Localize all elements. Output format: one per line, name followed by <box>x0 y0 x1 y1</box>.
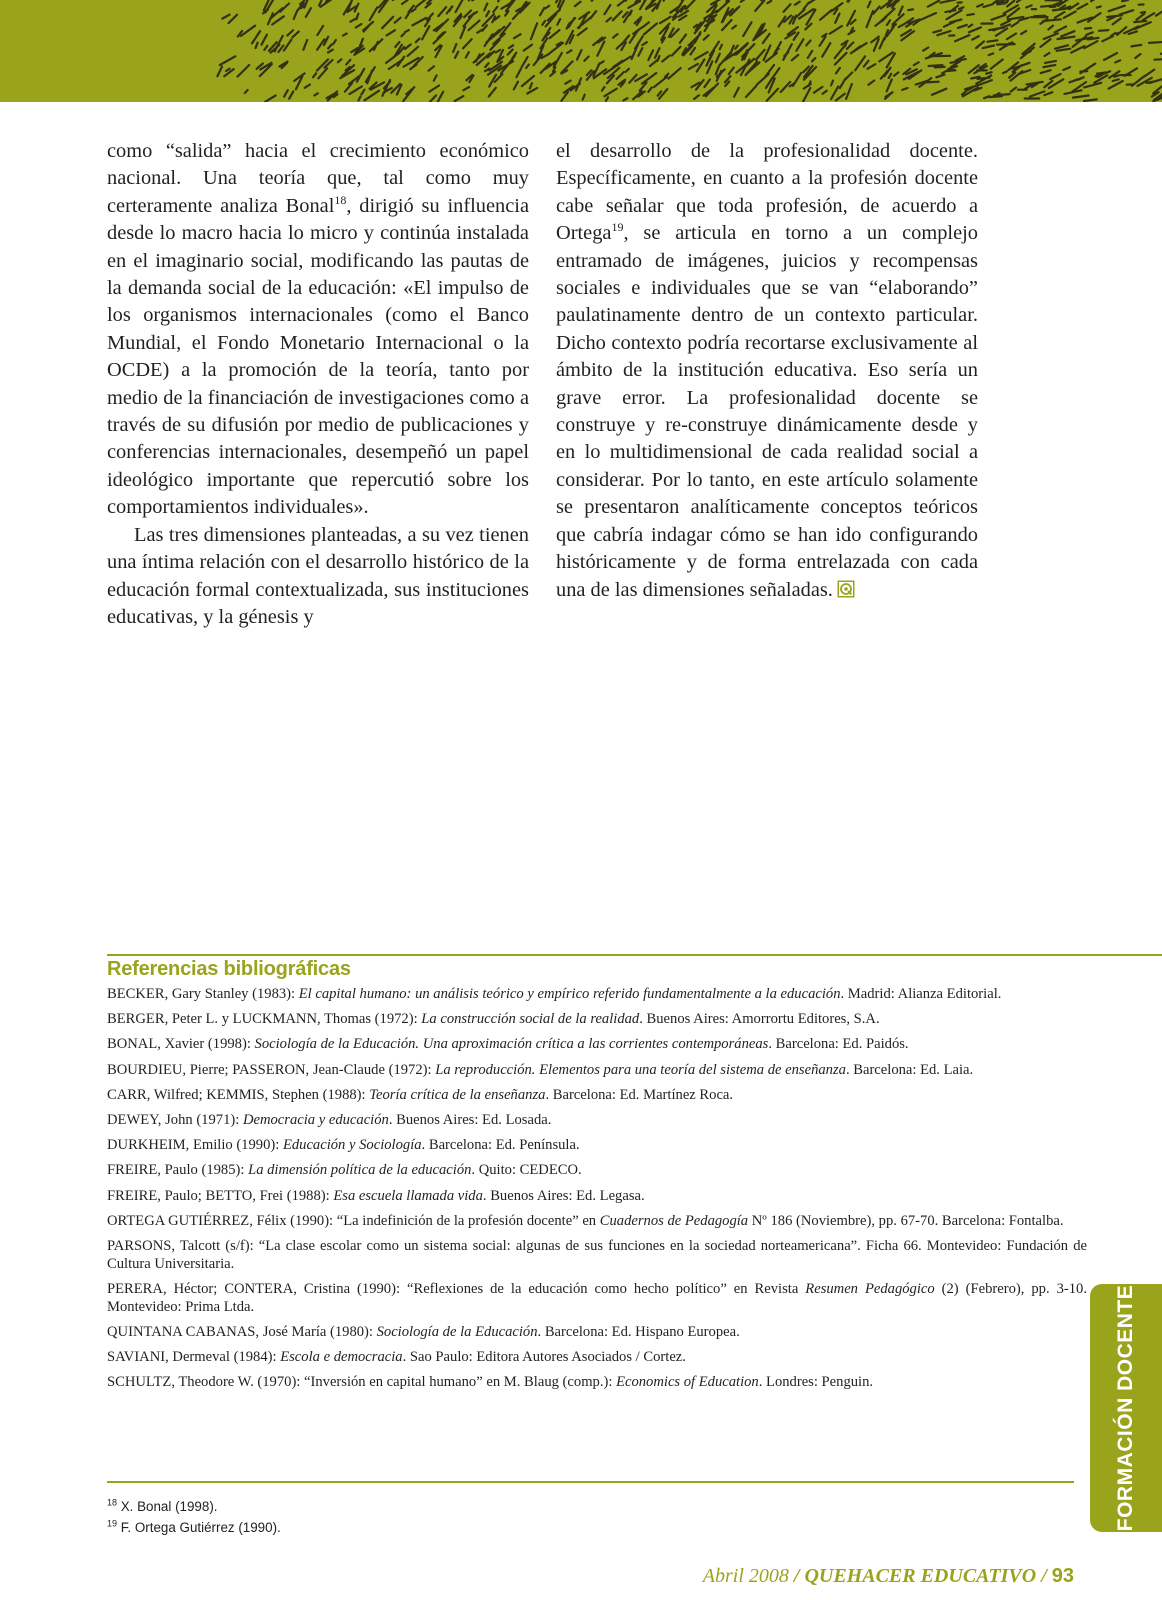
reference-title: La dimensión política de la educación <box>248 1162 472 1179</box>
paragraph-2: Las tres dimensiones planteadas, a su vez tienen una íntima relación con el desarrollo histórico de la educación formal contextualizada, sus instituciones educativas, y la génesis y <box>107 523 529 628</box>
reference-title: Escola e democracia <box>280 1349 403 1366</box>
header-texture-decoration <box>0 0 1162 102</box>
reference-item: BONAL, Xavier (1998): Sociología de la Educación. Una aproximación crítica a las corrientes contemporáneas. Barcelona: Ed. Paidós. <box>107 1036 909 1053</box>
footnote-18: $^{18}$ X. Bonal (1998). <box>107 1497 218 1514</box>
paragraph-3: el desarrollo de la profesionalidad docente. Específicamente, en cuanto a la profesión docente cabe señalar que toda profesión, de acuerdo a Ortega$^{19}$, se articula en torno a un complejo entramado de imágenes, juicios y recompensas sociales e individuales que se van “elaborando” paulatinamente dentro de un contexto particular. Dicho contexto podría recortarse exclusivamente al ámbito de la institución educativa. Eso sería un grave error. La profesionalidad docente se construye y re-construye dinámicamente desde y en lo multidimensional de cada realidad social a considerar. Por lo tanto, en este artículo solamente se presentaron analíticamente conceptos teóricos que cabría indagar cómo se han ido configurando históricamente y de forma entrelazada con cada una de las dimensiones señaladas. <box>556 140 978 601</box>
reference-item: SAVIANI, Dermeval (1984): Escola e democracia. Sao Paulo: Editora Autores Asociados / Cortez. <box>107 1349 686 1366</box>
reference-title: Educación y Sociología <box>282 1137 422 1154</box>
reference-item: ORTEGA GUTIÉRREZ, Félix (1990): “La indefinición de la profesión docente” en Cuadernos de Pedagogía Nº 186 (Noviembre), pp. 67-70. Barcelona: Fontalba. <box>107 1212 1064 1229</box>
body-column-right <box>556 138 978 604</box>
header-banner <box>0 0 1162 102</box>
page-folio <box>703 1565 1074 1588</box>
reference-title: Esa escuela llamada vida <box>333 1187 483 1204</box>
reference-item: FREIRE, Paulo (1985): La dimensión política de la educación. Quito: CEDECO. <box>107 1162 582 1179</box>
reference-title: Sociología de la Educación. Una aproximación crítica a las corrientes contemporáneas <box>254 1036 769 1053</box>
reference-title: El capital humano: un análisis teórico y empírico referido fundamentalmente a la educación <box>298 986 841 1002</box>
page-number: 93 <box>1051 1565 1074 1587</box>
references-list <box>107 986 1087 1399</box>
reference-title: Democracia y educación <box>242 1111 389 1128</box>
body-column-left <box>107 138 529 631</box>
footnote-19: $^{19}$ F. Ortega Gutiérrez (1990). <box>107 1518 281 1535</box>
reference-title: Resumen Pedagógico <box>805 1280 935 1297</box>
reference-item: FREIRE, Paulo; BETTO, Frei (1988): Esa escuela llamada vida. Buenos Aires: Ed. Legasa. <box>107 1187 645 1204</box>
folio-sep-2: / <box>1036 1565 1052 1587</box>
footnote-ref-19[interactable]: 19 <box>611 220 624 235</box>
reference-item: BOURDIEU, Pierre; PASSERON, Jean-Claude (1972): La reproducción. Elementos para una teoría del sistema de enseñanza. Barcelona: Ed. Laia. <box>107 1061 974 1078</box>
footnotes <box>107 1496 281 1538</box>
references-heading: Referencias bibliográficas <box>107 958 351 980</box>
footnote-ref-18[interactable]: 18 <box>334 193 347 208</box>
reference-item: PERERA, Héctor; CONTERA, Cristina (1990): “Reflexiones de la educación como hecho político” en Revista Resumen Pedagógico (2) (Febrero), pp. 3-10. Montevideo: Prima Ltda. <box>107 1280 1087 1315</box>
reference-item: CARR, Wilfred; KEMMIS, Stephen (1988): Teoría crítica de la enseñanza. Barcelona: Ed. Martínez Roca. <box>107 1086 734 1103</box>
reference-title: La reproducción. Elementos para una teoría del sistema de enseñanza <box>435 1061 846 1078</box>
end-of-article-icon <box>837 580 855 598</box>
reference-item: BECKER, Gary Stanley (1983): El capital humano: un análisis teórico y empírico referido fundamentalmente a la educación. Madrid: Alianza Editorial. <box>107 986 1002 1002</box>
header-texture-strokes <box>217 0 1162 102</box>
reference-title: Sociología de la Educación <box>376 1323 538 1340</box>
reference-item: DEWEY, John (1971): Democracia y educación. Buenos Aires: Ed. Losada. <box>107 1111 552 1128</box>
folio-sep-1: / <box>788 1565 805 1587</box>
reference-item: BERGER, Peter L. y LUCKMANN, Thomas (1972): La construcción social de la realidad. Buenos Aires: Amorrortu Editores, S.A. <box>107 1011 880 1028</box>
reference-item: SCHULTZ, Theodore W. (1970): “Inversión en capital humano” en M. Blaug (comp.): Economics of Education. Londres: Penguin. <box>107 1374 874 1391</box>
references-rule <box>107 954 1162 956</box>
footnotes-rule <box>107 1481 1074 1483</box>
paragraph-1: como “salida” hacia el crecimiento económico nacional. Una teoría que, tal como muy certeramente analiza Bonal$^{18}$, dirigió su influencia desde lo macro hacia lo micro y continúa instalada en el imaginario social, modificando las pautas de la demanda social de la educación: «El impulso de los organismos internacionales (como el Banco Mundial, el Fondo Monetario Internacional o la OCDE) a la promoción de la teoría, tanto por medio de la financiación de investigaciones como a través de su difusión por medio de publicaciones y conferencias internacionales, desempeñó un papel ideológico importante que repercutió sobre los comportamientos individuales». <box>107 140 529 519</box>
reference-title: La construcción social de la realidad <box>421 1011 640 1028</box>
reference-title: Teoría crítica de la enseñanza <box>369 1086 546 1103</box>
reference-title: Cuadernos de Pedagogía <box>599 1212 749 1229</box>
folio-publication: QUEHACER EDUCATIVO <box>804 1565 1037 1587</box>
reference-item: QUINTANA CABANAS, José María (1980): Sociología de la Educación. Barcelona: Ed. Hispano Europea. <box>107 1323 740 1340</box>
reference-item: DURKHEIM, Emilio (1990): Educación y Sociología. Barcelona: Ed. Península. <box>107 1137 580 1154</box>
reference-title: Economics of Education <box>616 1374 759 1391</box>
reference-item: PARSONS, Talcott (s/f): “La clase escolar como un sistema social: algunas de sus funciones en la sociedad norteamericana”. Ficha 66. Montevideo: Fundación de Cultura Universitaria. <box>107 1237 1087 1272</box>
section-side-tab-label: FORMACIÓN DOCENTE <box>1114 1284 1137 1532</box>
folio-date: Abril 2008 <box>702 1565 789 1587</box>
